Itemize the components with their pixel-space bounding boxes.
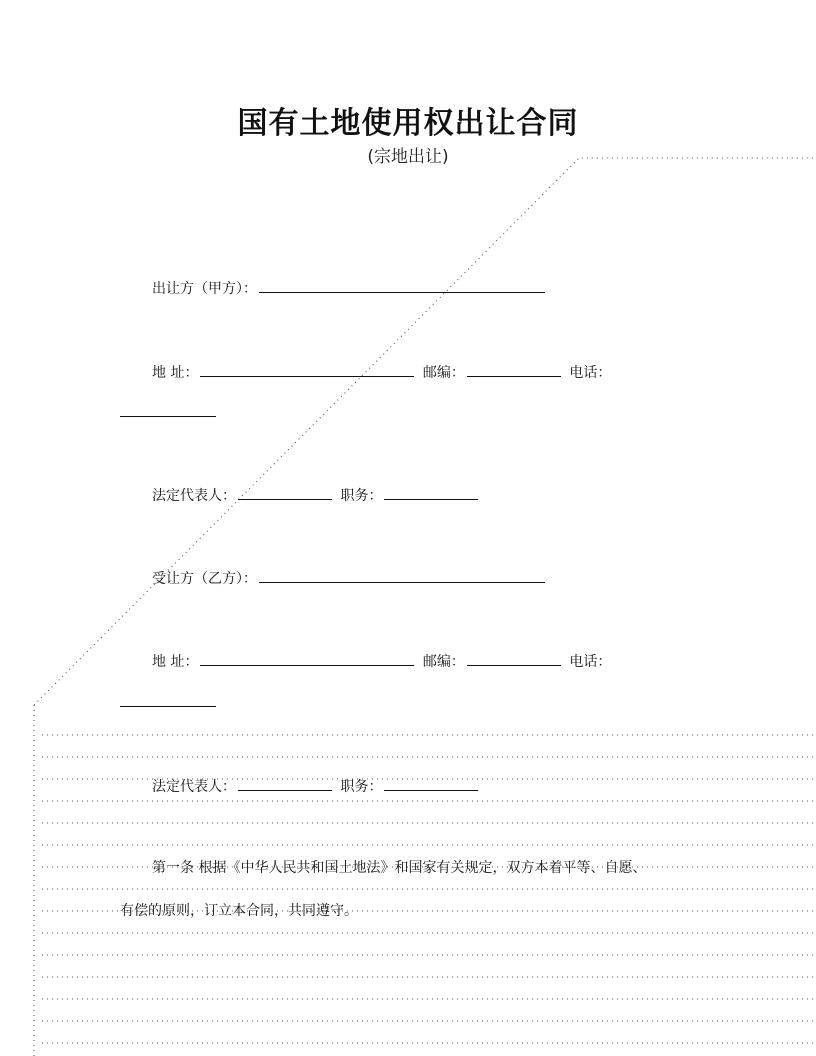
party-b-label: 受让方（乙方）： bbox=[152, 571, 257, 587]
party-b-address-row bbox=[152, 651, 611, 671]
party-a-position-label: 职务： bbox=[340, 488, 383, 504]
contract-subtitle: (宗地出让) bbox=[367, 147, 449, 167]
party-a-address-row bbox=[152, 362, 611, 382]
party-a-address-blank[interactable] bbox=[200, 362, 414, 377]
party-a-name-blank[interactable] bbox=[259, 278, 545, 293]
party-b-rep-label: 法定代表人： bbox=[152, 779, 236, 795]
party-a-phone-blank[interactable] bbox=[120, 416, 216, 417]
party-b-position-label: 职务： bbox=[340, 779, 383, 795]
party-a-address-label: 地 址： bbox=[152, 365, 199, 381]
article-1-line-2: 有偿的原则，订立本合同，共同遵守。 bbox=[120, 903, 358, 919]
party-b-rep-row bbox=[152, 776, 482, 796]
party-a-position-blank[interactable] bbox=[384, 485, 478, 500]
party-b-phone-label: 电话： bbox=[569, 654, 612, 670]
party-a-rep-label: 法定代表人： bbox=[152, 488, 236, 504]
article-1-line-1: 第一条 根据《中华人民共和国土地法》和国家有关规定，双方本着平等、自愿、 bbox=[152, 860, 647, 876]
party-a-rep-blank[interactable] bbox=[238, 485, 332, 500]
party-b-postcode-blank[interactable] bbox=[467, 651, 561, 666]
contract-title: 国有土地使用权出让合同 bbox=[237, 106, 579, 141]
party-a-row bbox=[152, 278, 549, 298]
party-b-name-blank[interactable] bbox=[259, 568, 545, 583]
party-b-postcode-label: 邮编： bbox=[422, 654, 465, 670]
party-a-postcode-blank[interactable] bbox=[467, 362, 561, 377]
party-b-phone-blank[interactable] bbox=[120, 706, 216, 707]
party-a-rep-row bbox=[152, 485, 482, 505]
party-b-address-label: 地 址： bbox=[152, 654, 199, 670]
party-b-rep-blank[interactable] bbox=[238, 776, 332, 791]
party-a-label: 出让方（甲方）： bbox=[152, 281, 257, 297]
party-a-phone-label: 电话： bbox=[569, 365, 612, 381]
party-b-position-blank[interactable] bbox=[384, 776, 478, 791]
party-b-address-blank[interactable] bbox=[200, 651, 414, 666]
party-b-row bbox=[152, 568, 549, 588]
party-a-postcode-label: 邮编： bbox=[422, 365, 465, 381]
